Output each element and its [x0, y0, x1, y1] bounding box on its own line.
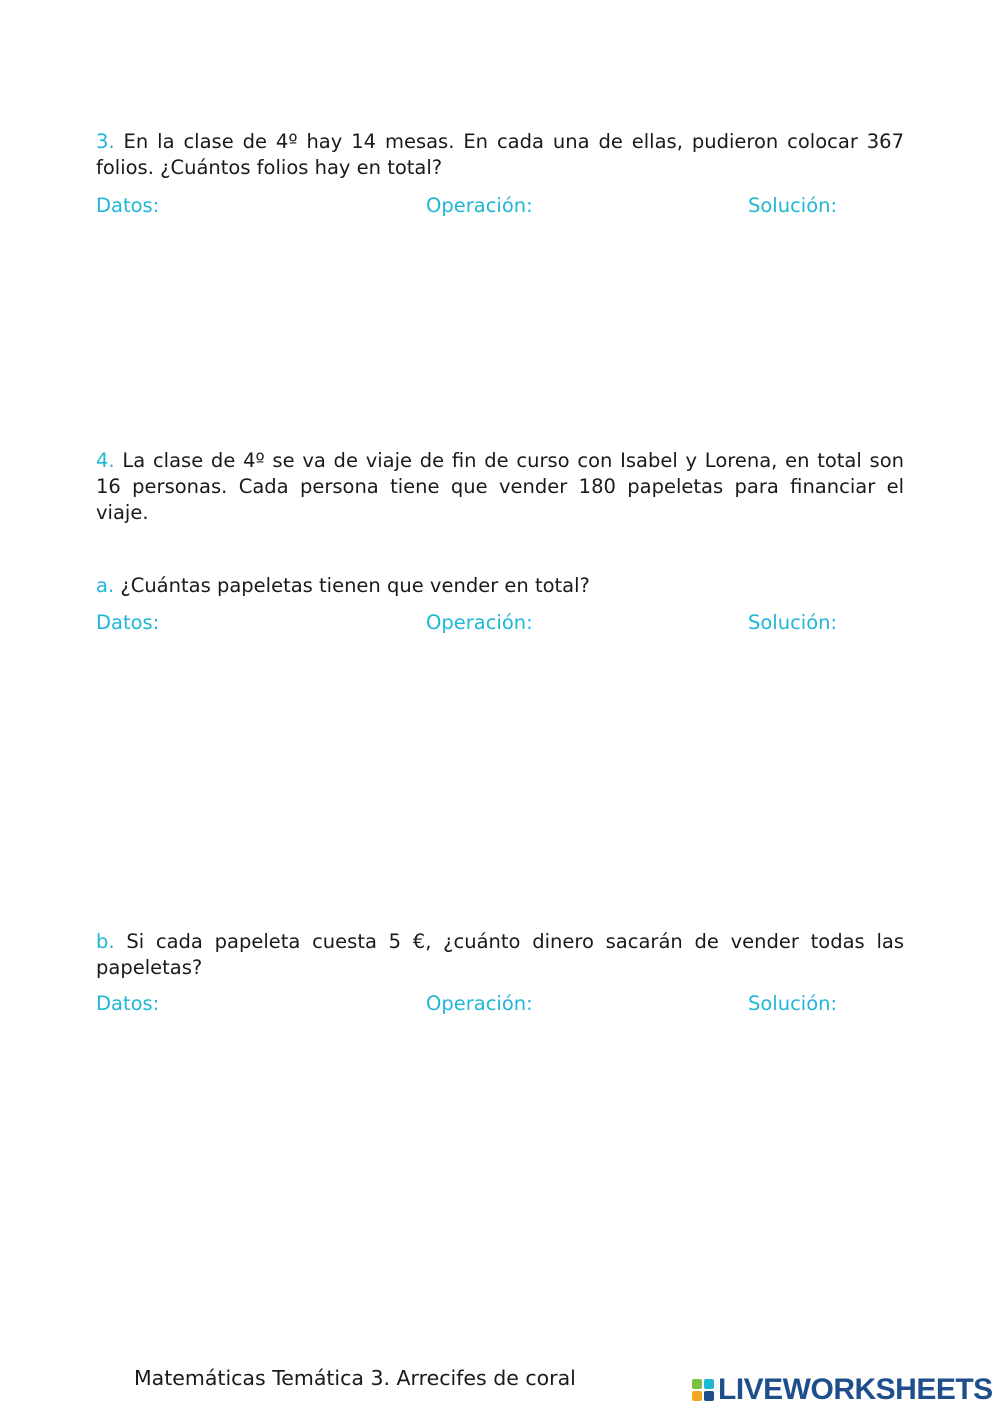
problem-3	[96, 129, 904, 181]
footer-text: Matemáticas Temática 3. Arrecifes de coral	[134, 1366, 576, 1390]
subquestion-a-answer-area[interactable]	[96, 642, 904, 912]
logo-square-icon	[692, 1391, 702, 1401]
problem-3-answer-area[interactable]	[96, 225, 904, 435]
operacion-label: Operación:	[426, 611, 533, 634]
logo-square-icon	[692, 1379, 702, 1389]
problem-4-text: La clase de 4º se va de viaje de fin de curso con Isabel y Lorena, en total son 16 personas. Cada persona tiene que vender 180 papeletas para financiar el viaje.	[96, 449, 905, 524]
subquestion-a-labels	[96, 610, 904, 636]
logo-square-icon	[704, 1391, 714, 1401]
logo-grid-icon	[692, 1379, 714, 1401]
problem-3-labels	[96, 193, 904, 219]
operacion-label: Operación:	[426, 992, 533, 1015]
subquestion-b-labels	[96, 991, 904, 1017]
problem-4-number: 4.	[96, 449, 115, 472]
problem-3-text: En la clase de 4º hay 14 mesas. En cada una de ellas, pudieron colocar 367 folios. ¿Cuántos folios hay en total?	[96, 130, 904, 179]
solucion-label: Solución:	[748, 992, 838, 1015]
subquestion-a-letter: a.	[96, 574, 115, 597]
subquestion-a-text: ¿Cuántas papeletas tienen que vender en total?	[120, 574, 590, 597]
subquestion-b-text: Si cada papeleta cuesta 5 €, ¿cuánto dinero sacarán de vender todas las papeletas?	[96, 930, 904, 979]
problem-3-number: 3.	[96, 130, 115, 153]
datos-label: Datos:	[96, 611, 160, 634]
datos-label: Datos:	[96, 194, 160, 217]
solucion-label: Solución:	[748, 194, 838, 217]
subquestion-b	[96, 929, 904, 981]
subquestion-b-letter: b.	[96, 930, 115, 953]
datos-label: Datos:	[96, 992, 160, 1015]
subquestion-a	[96, 573, 904, 599]
liveworksheets-logo[interactable]	[692, 1373, 993, 1407]
solucion-label: Solución:	[748, 611, 838, 634]
subquestion-b-answer-area[interactable]	[96, 1023, 904, 1323]
brand-name: LIVEWORKSHEETS	[718, 1373, 993, 1406]
operacion-label: Operación:	[426, 194, 533, 217]
logo-square-icon	[704, 1379, 714, 1389]
problem-4	[96, 448, 904, 526]
